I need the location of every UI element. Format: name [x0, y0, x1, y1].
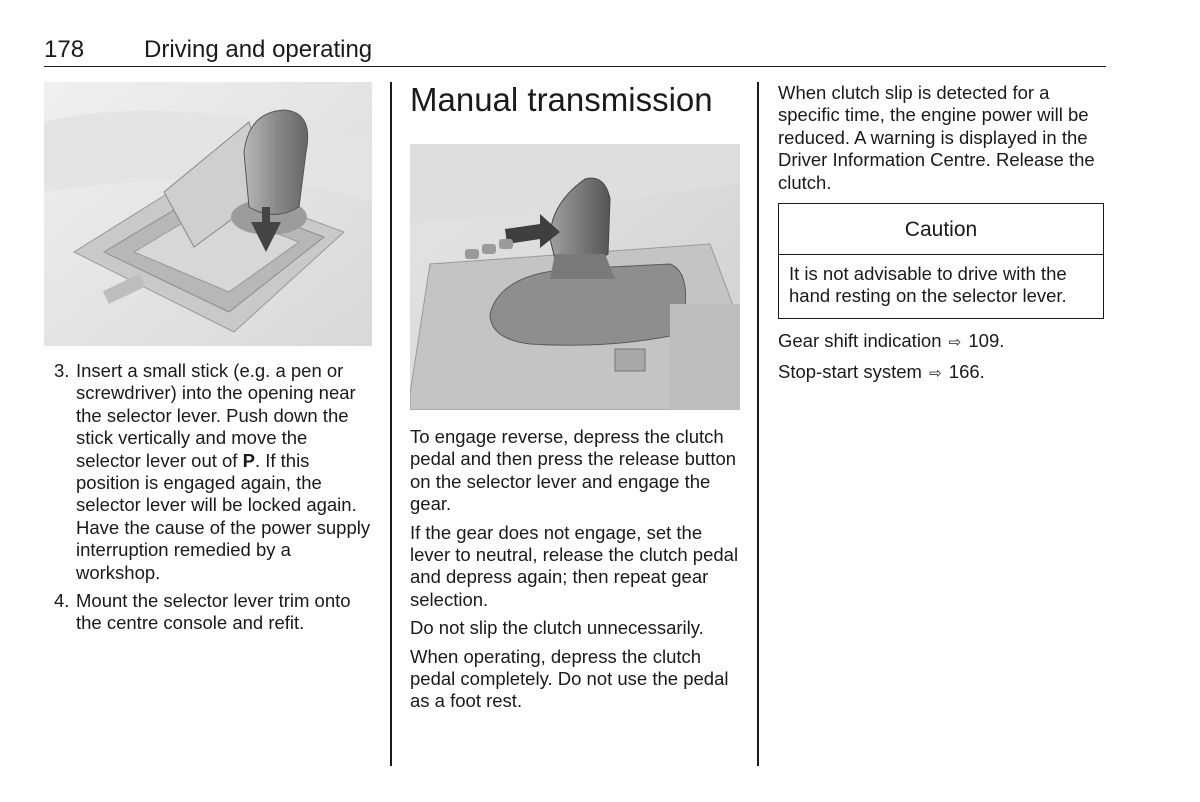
clutch-slip-text: [778, 82, 1108, 194]
selector-lever-illustration: [44, 82, 372, 346]
list-item: [44, 590, 374, 635]
page-header: [44, 36, 1106, 67]
section-title: Driving and operating: [144, 36, 373, 63]
cross-reference[interactable]: [778, 361, 1108, 385]
gear-position-p: P: [242, 449, 255, 471]
step-text: . If this position is engaged again, the selector lever will be locked again. Have the cause of the power supply interruption remedied by a workshop.: [76, 449, 371, 583]
page-number: 178: [44, 36, 85, 63]
reference-label: Stop-start system: [778, 361, 922, 383]
paragraph: Do not slip the clutch unnecessarily.: [410, 617, 704, 639]
chapter-heading: Manual transmission: [410, 81, 713, 118]
reference-arrow-icon: ⇨: [929, 365, 942, 383]
manual-gear-lever-illustration: [410, 144, 740, 410]
list-item: [44, 360, 374, 584]
reference-page: 166.: [948, 361, 985, 383]
step-number: 3.: [54, 360, 70, 381]
step-text: Insert a small stick (e.g. a pen or screwdriver) into the opening near the selector lever. Push down the stick vertically and move the selector lever out of: [76, 360, 356, 471]
cross-references: [778, 330, 1108, 393]
caution-text: It is not advisable to drive with the hand resting on the selector lever.: [789, 263, 1067, 307]
column-divider: [757, 82, 759, 766]
paragraph: When clutch slip is detected for a specific time, the engine power will be reduced. A warning is displayed in the Driver Information Centre. Release the clutch.: [778, 82, 1095, 193]
paragraph: If the gear does not engage, set the lever to neutral, release the clutch pedal and depress again; then repeat gear selection.: [410, 521, 739, 610]
column-divider: [390, 82, 392, 766]
cross-reference[interactable]: [778, 330, 1108, 354]
paragraph: When operating, depress the clutch pedal completely. Do not use the pedal as a foot rest.: [410, 645, 729, 712]
caution-box: [778, 203, 1104, 319]
paragraph: To engage reverse, depress the clutch pedal and then press the release button on the selector lever and engage the gear.: [410, 426, 737, 515]
step-number: 4.: [54, 590, 70, 612]
step-text: Mount the selector lever trim onto the centre console and refit.: [76, 590, 351, 634]
reference-page: 109.: [968, 330, 1005, 351]
reference-label: Gear shift indication: [778, 330, 942, 351]
procedure-steps: [44, 360, 374, 641]
reference-arrow-icon: ⇨: [948, 334, 962, 351]
caution-title: Caution: [779, 204, 1103, 255]
manual-transmission-text: [410, 426, 740, 719]
